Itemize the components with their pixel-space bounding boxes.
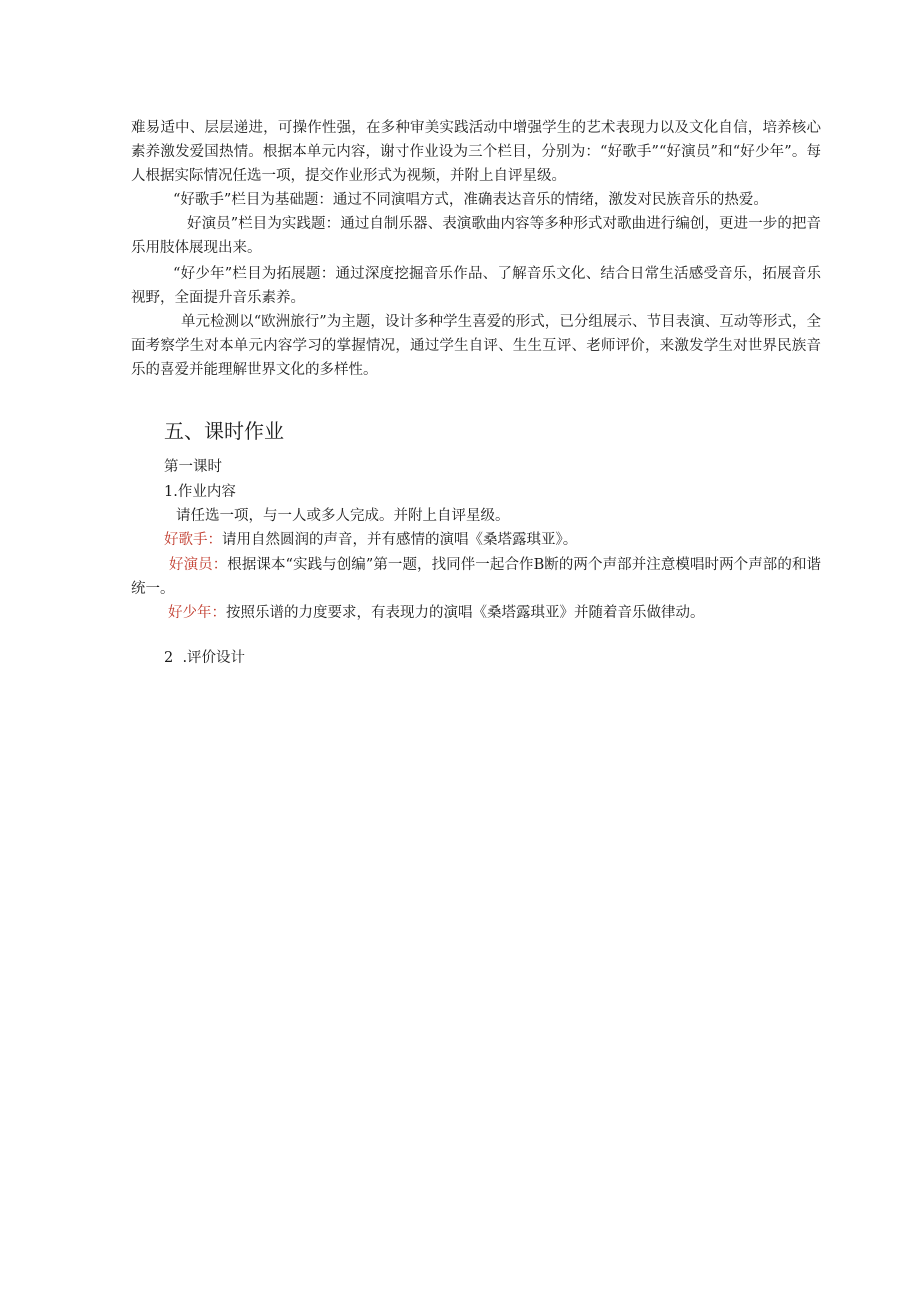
lesson-title: 第一课时 bbox=[164, 459, 222, 475]
task-actor bbox=[131, 553, 821, 601]
task-youth bbox=[168, 602, 828, 624]
task-youth-label: 好少年： bbox=[168, 605, 226, 621]
homework-content-heading: 1.作业内容 bbox=[164, 484, 236, 500]
task-singer-label: 好歌手： bbox=[164, 532, 222, 548]
intro-paragraph-actor: 好演员”栏目为实践题：通过自制乐器、表演歌曲内容等多种形式对歌曲进行编创，更进一步的把音乐用肢体展现出来。 bbox=[131, 216, 821, 256]
intro-paragraph-unit-test: 单元检测以“欧洲旅行”为主题，设计多种学生喜爱的形式，已分组展示、节目表演、互动等形式，全面考察学生对本单元内容学习的掌握情况，通过学生自评、生生互评、老师评价，来激发学生对世界民族音乐的喜爱并能理解世界文化的多样性。 bbox=[131, 314, 821, 378]
homework-instruction: 请任选一项，与一人或多人完成。并附上自评星级。 bbox=[176, 508, 510, 524]
intro-paragraph-youth: “好少年”栏目为拓展题：通过深度挖掘音乐作品、了解音乐文化、结合日常生活感受音乐，拓展音乐视野，全面提升音乐素养。 bbox=[131, 266, 821, 306]
intro-paragraph-singer: “好歌手”栏目为基础题：通过不同演唱方式，准确表达音乐的情绪，激发对民族音乐的热爱。 bbox=[173, 192, 768, 208]
task-youth-text: 按照乐谱的力度要求，有表现力的演唱《桑塔露琪亚》并随着音乐做律动。 bbox=[226, 605, 705, 621]
task-singer-text: 请用自然圆润的声音，并有感情的演唱《桑塔露琪亚》。 bbox=[222, 532, 578, 548]
task-actor-text: 根据课本“实践与创编”第一题，找同伴一起合作B断的两个声部并注意模唱时两个声部的和谐统一。 bbox=[131, 557, 822, 597]
intro-paragraph-1: 难易适中、层层递进，可操作性强，在多种审美实践活动中增强学生的艺术表现力以及文化自信，培养核心素养激发爱国热情。根据本单元内容，谢寸作业设为三个栏目，分别为：“好歌手”“好演员”和“好少年”。每人根据实际情况任选一项，提交作业形式为视频，并附上自评星级。 bbox=[131, 120, 821, 184]
evaluation-design-heading: 2 .评价设计 bbox=[164, 650, 246, 666]
task-singer bbox=[164, 529, 824, 551]
task-actor-label: 好演员： bbox=[169, 557, 228, 573]
section-heading: 五、课时作业 bbox=[164, 419, 284, 443]
